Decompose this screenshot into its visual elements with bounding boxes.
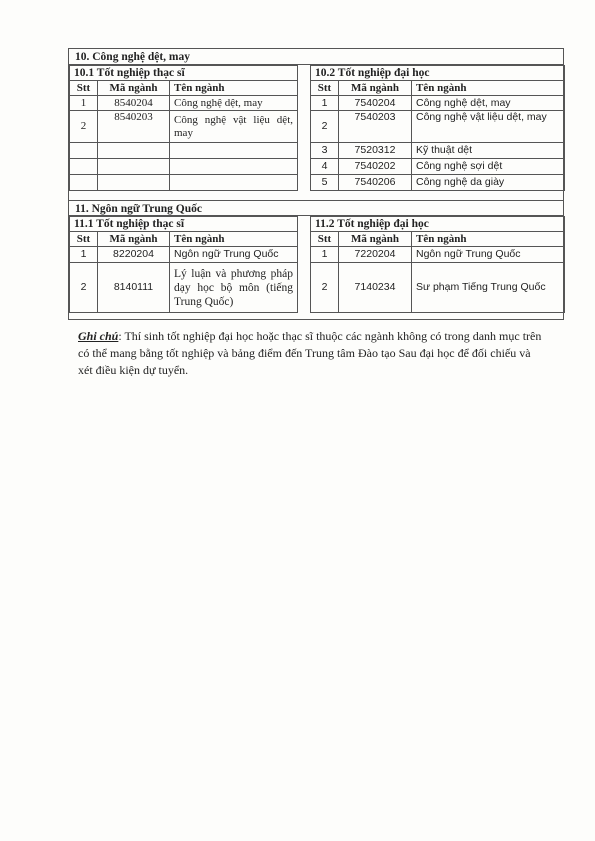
header-code: Mã ngành: [98, 232, 170, 247]
cell-code: 7140234: [339, 263, 412, 313]
header-name: Tên ngành: [412, 232, 565, 247]
cell-name: Công nghệ sợi dệt: [412, 159, 565, 175]
majors-table-frame: [68, 48, 564, 320]
cell-stt: 3: [311, 143, 339, 159]
table-row: [311, 111, 565, 143]
section-11-masters-title: 11.1 Tốt nghiệp thạc sĩ: [70, 217, 298, 232]
footnote: [78, 328, 548, 379]
header-code: Mã ngành: [98, 81, 170, 96]
cell-name: Kỹ thuật dệt: [412, 143, 565, 159]
table-row: [70, 263, 298, 313]
table-row: [311, 96, 565, 111]
cell-name: Sư phạm Tiếng Trung Quốc: [412, 263, 565, 313]
table-row: [311, 247, 565, 263]
cell-stt: 2: [311, 111, 339, 143]
cell-name: Công nghệ da giày: [412, 175, 565, 191]
section-11-title: 11. Ngôn ngữ Trung Quốc: [69, 200, 563, 216]
cell-stt: 2: [70, 263, 98, 313]
header-name: Tên ngành: [412, 81, 565, 96]
section-10-bachelor-title: 10.2 Tốt nghiệp đại học: [311, 66, 565, 81]
cell-stt: 1: [311, 96, 339, 111]
section-10-title: 10. Công nghệ dệt, may: [69, 49, 563, 65]
note-label: Ghi chú: [78, 329, 119, 343]
table-row: [70, 96, 298, 111]
cell-code: 7520312: [339, 143, 412, 159]
header-code: Mã ngành: [339, 81, 412, 96]
section-10-bachelor-table: [310, 65, 565, 191]
cell-name: Lý luận và phương pháp dạy học bộ môn (tiếng Trung Quốc): [170, 263, 298, 313]
cell-name: Công nghệ vật liệu dệt, may: [170, 111, 298, 143]
table-row: [70, 247, 298, 263]
table-row: [311, 175, 565, 191]
cell-code: 7540203: [339, 111, 412, 143]
cell-name: Công nghệ dệt, may: [412, 96, 565, 111]
note-text: : Thí sinh tốt nghiệp đại học hoặc thạc sĩ thuộc các ngành không có trong danh mục trên có thể mang bằng tốt nghiệp và bảng điểm đến Trung tâm Đào tạo Sau đại học để đối chiếu và xét điều kiện dự tuyển.: [78, 329, 542, 377]
cell-code: 7540206: [339, 175, 412, 191]
cell-stt: 2: [311, 263, 339, 313]
cell-stt: 1: [311, 247, 339, 263]
header-name: Tên ngành: [170, 232, 298, 247]
cell-code: 7220204: [339, 247, 412, 263]
section-11-masters-table: [69, 216, 298, 313]
header-code: Mã ngành: [339, 232, 412, 247]
cell-stt: 1: [70, 247, 98, 263]
table-row: [311, 263, 565, 313]
cell-stt: 5: [311, 175, 339, 191]
cell-code: 8140111: [98, 263, 170, 313]
cell-name: Ngôn ngữ Trung Quốc: [170, 247, 298, 263]
cell-code: 8540204: [98, 96, 170, 111]
cell-code: 7540202: [339, 159, 412, 175]
cell-name: Công nghệ vật liệu dệt, may: [412, 111, 565, 143]
cell-code: 8220204: [98, 247, 170, 263]
cell-code: 8540203: [98, 111, 170, 143]
section-11-bachelor-table: [310, 216, 565, 313]
header-name: Tên ngành: [170, 81, 298, 96]
table-row: [311, 159, 565, 175]
section-10-masters-table: [69, 65, 298, 191]
cell-stt: 1: [70, 96, 98, 111]
header-stt: Stt: [70, 232, 98, 247]
cell-name: Công nghệ dệt, may: [170, 96, 298, 111]
header-stt: Stt: [311, 232, 339, 247]
table-row: [70, 111, 298, 143]
cell-name: Ngôn ngữ Trung Quốc: [412, 247, 565, 263]
section-10-masters-title: 10.1 Tốt nghiệp thạc sĩ: [70, 66, 298, 81]
header-stt: Stt: [70, 81, 98, 96]
cell-stt: 4: [311, 159, 339, 175]
cell-stt: 2: [70, 111, 98, 143]
section-11-bachelor-title: 11.2 Tốt nghiệp đại học: [311, 217, 565, 232]
table-row: [311, 143, 565, 159]
cell-code: 7540204: [339, 96, 412, 111]
header-stt: Stt: [311, 81, 339, 96]
